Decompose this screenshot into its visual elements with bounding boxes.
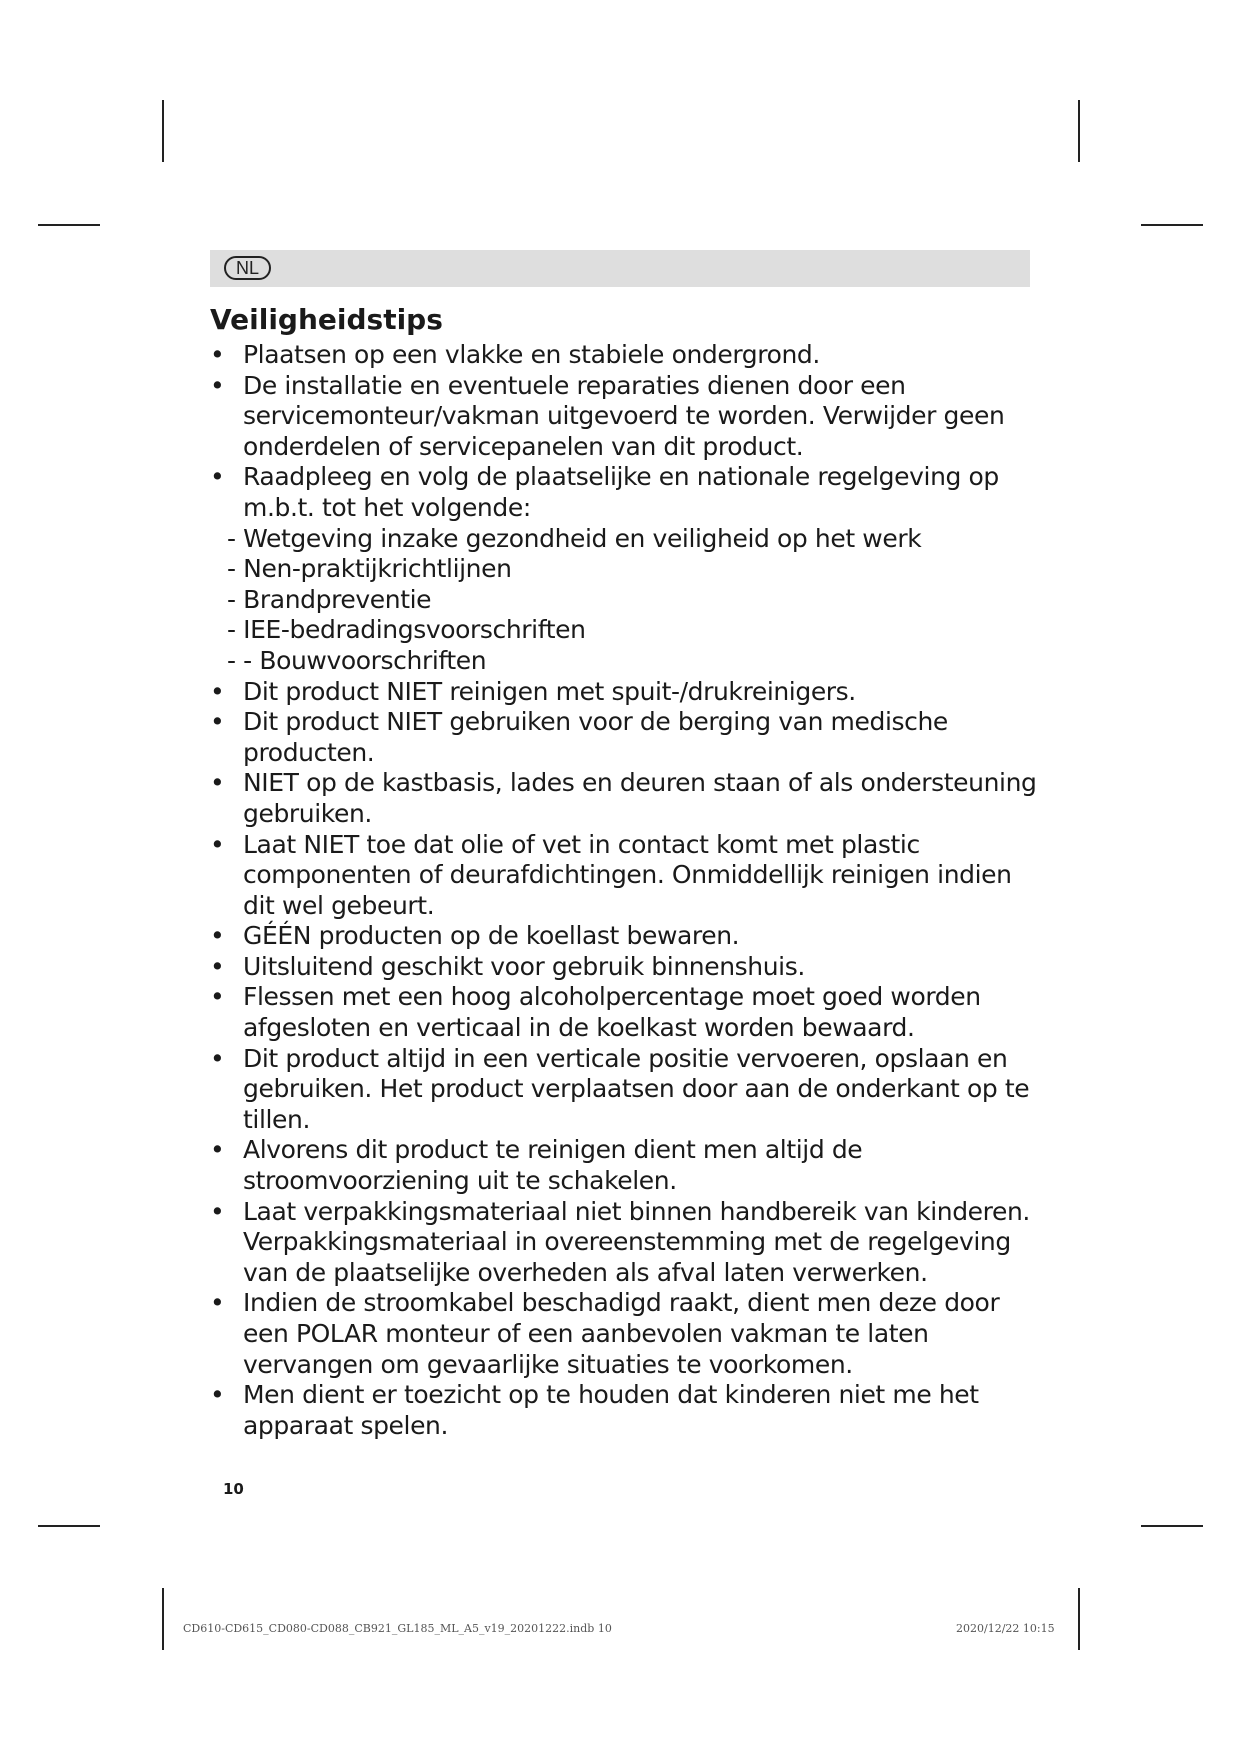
list-item [210,1197,1050,1289]
list-item [210,982,1050,1043]
crop-mark-top-left [162,100,164,162]
bullet-icon: • [210,462,225,492]
crop-mark-left-lower [38,1525,100,1527]
list-item [210,952,1050,983]
list-item [210,921,1050,952]
list-item [210,1044,1050,1136]
bullet-icon: • [210,707,225,737]
sub-item: - IEE-bedradingsvoorschriften [227,615,586,645]
sub-item: - Brandpreventie [227,584,432,614]
bullet-icon: • [210,676,225,706]
tip-text: Dit product NIET gebruiken voor de berging van medische producten. [243,707,948,767]
bullet-icon: • [210,829,225,859]
sub-item: - Wetgeving inzake gezondheid en veiligheid op het werk [227,523,922,553]
bullet-icon: • [210,982,225,1012]
tip-text: Indien de stroomkabel beschadigd raakt, dient men deze door een POLAR monteur of een aanbevolen vakman te laten vervangen om gevaarlijke situaties te voorkomen. [243,1288,1000,1379]
list-item [210,1380,1050,1441]
bullet-icon: • [210,1288,225,1318]
list-item [210,371,1050,463]
tip-text: Alvorens dit product te reinigen dient men altijd de stroomvoorziening uit te schakelen. [243,1135,863,1196]
bullet-icon: • [210,921,225,951]
crop-mark-bottom-right [1078,1588,1080,1650]
language-badge: NL [224,256,271,280]
list-item [210,707,1050,768]
tip-text: De installatie en eventuele reparaties dienen door een servicemonteur/vakman uitgevoerd te worden. Verwijder geen onderdelen of servicepanelen van dit product. [243,370,1005,461]
crop-mark-right-lower [1141,1525,1203,1527]
print-slug-file: CD610-CD615_CD080-CD088_CB921_GL185_ML_A5_v19_20201222.indb 10 [183,1622,612,1635]
crop-mark-left-upper [38,224,100,226]
tip-text: Dit product NIET reinigen met spuit-/drukreinigers. [243,676,856,706]
crop-mark-bottom-left [162,1588,164,1650]
sub-item: - Nen-praktijkrichtlijnen [227,554,512,584]
tip-text: Flessen met een hoog alcoholpercentage moet goed worden afgesloten en verticaal in de koelkast worden bewaard. [243,982,981,1043]
bullet-icon: • [210,768,225,798]
crop-mark-right-upper [1141,224,1203,226]
tip-text: Plaatsen op een vlakke en stabiele ondergrond. [243,340,820,369]
language-header-bar [210,250,1030,287]
list-item [210,768,1050,829]
tip-text: Laat NIET toe dat olie of vet in contact komt met plastic componenten of deurafdichtingen. Onmiddellijk reinigen indien dit wel gebeurt. [243,829,1012,920]
bullet-icon: • [210,1196,225,1226]
tip-text: NIET op de kastbasis, lades en deuren staan of als ondersteuning gebruiken. [243,768,1037,828]
list-item [210,1288,1050,1380]
tip-text: Uitsluitend geschikt voor gebruik binnenshuis. [243,951,805,981]
list-item [210,830,1050,922]
list-item [210,1135,1050,1196]
bullet-icon: • [210,1380,225,1410]
tip-text: Men dient er toezicht op te houden dat kinderen niet me het apparaat spelen. [243,1380,979,1440]
section-title: Veiligheidstips [210,303,443,336]
page-number: 10 [223,1480,244,1498]
crop-mark-top-right [1078,100,1080,162]
tip-text: Raadpleeg en volg de plaatselijke en nationale regelgeving op m.b.t. tot het volgende: [243,462,999,522]
print-slug-date: 2020/12/22 10:15 [956,1622,1055,1635]
tip-text: GÉÉN producten op de koellast bewaren. [243,921,740,951]
list-item [210,462,1050,523]
bullet-icon: • [210,340,225,369]
bullet-icon: • [210,370,225,400]
tip-text: Laat verpakkingsmateriaal niet binnen handbereik van kinderen. Verpakkingsmateriaal in overeenstemming met de regelgeving van de plaatselijke overheden als afval laten verwerken. [243,1196,1030,1287]
sub-item: - - Bouwvoorschriften [227,645,487,675]
tip-text: Dit product altijd in een verticale positie vervoeren, opslaan en gebruiken. Het product verplaatsen door aan de onderkant op te tillen. [243,1043,1030,1134]
list-item [210,677,1050,708]
bullet-icon: • [210,951,225,981]
safety-tips-list [210,340,1050,1441]
bullet-icon: • [210,1043,225,1073]
bullet-icon: • [210,1135,225,1165]
list-item [210,340,1050,371]
